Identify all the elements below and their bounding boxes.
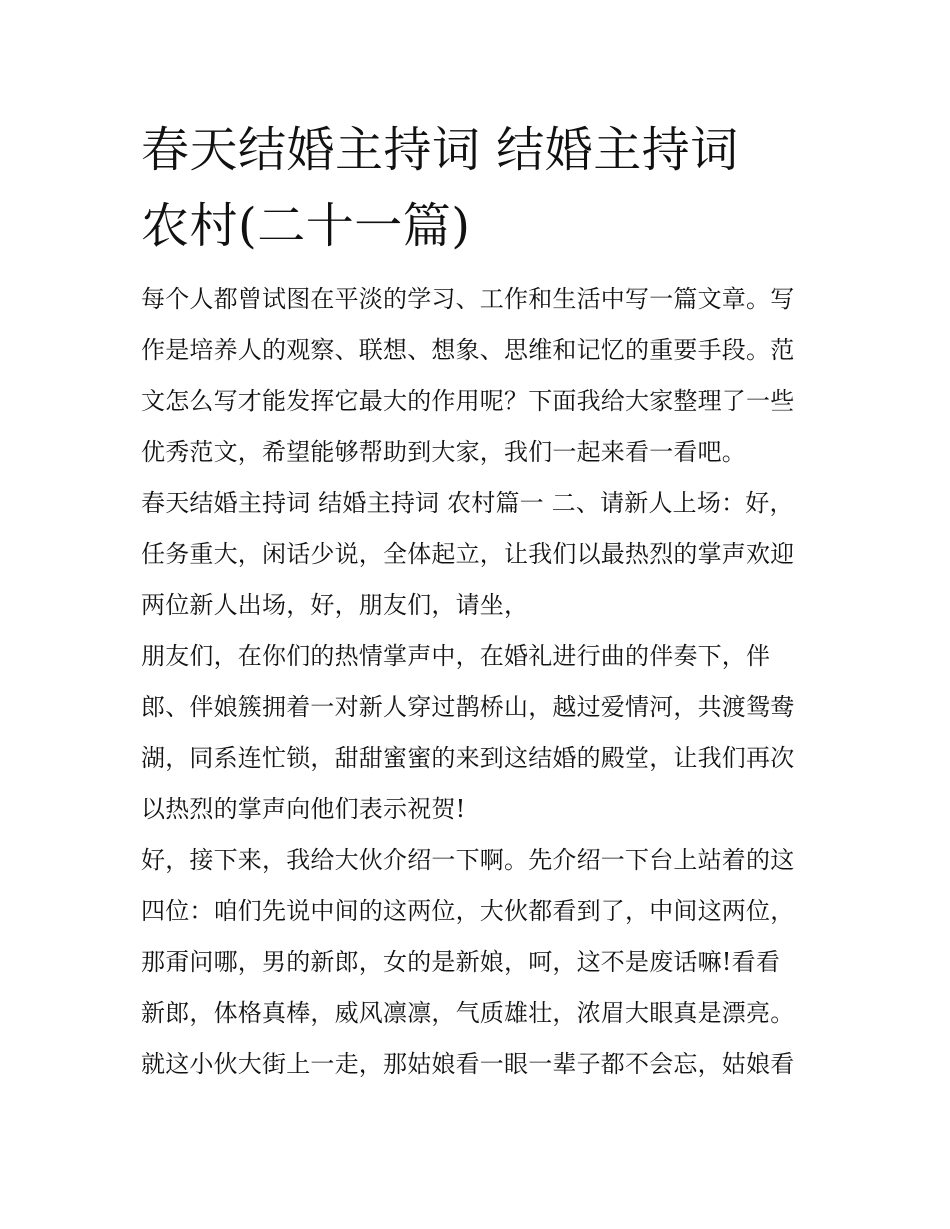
title-line: 农村(二十一篇) (141, 198, 471, 254)
text-line: 任务重大，闲话少说，全体起立，让我们以最热烈的掌声欢迎 (141, 540, 795, 568)
paragraph-introduction (141, 835, 813, 1090)
paragraph-entrance (141, 478, 813, 631)
paragraph-intro (141, 274, 813, 478)
text-line: 朋友们，在你们的热情掌声中，在婚礼进行曲的伴奏下，伴 (141, 642, 771, 670)
text-line: 湖，同系连忙锁，甜甜蜜蜜的来到这结婚的殿堂，让我们再次 (141, 744, 795, 772)
document-title (141, 112, 813, 264)
text-line: 每个人都曾试图在平淡的学习、工作和生活中写一篇文章。写 (141, 285, 795, 313)
paragraph-procession (141, 631, 813, 835)
text-line: 春天结婚主持词 结婚主持词 农村篇一 二、请新人上场：好， (141, 489, 794, 517)
title-line: 春天结婚主持词 结婚主持词 (141, 122, 739, 178)
text-line: 文怎么写才能发挥它最大的作用呢？下面我给大家整理了一些 (141, 387, 795, 415)
text-line: 优秀范文，希望能够帮助到大家，我们一起来看一看吧。 (141, 438, 746, 466)
text-line: 就这小伙大街上一走，那姑娘看一眼一辈子都不会忘，姑娘看 (141, 1050, 795, 1078)
document-page (141, 112, 813, 1090)
text-line: 新郎，体格真棒，威风凛凛，气质雄壮，浓眉大眼真是漂亮。 (141, 999, 795, 1027)
text-line: 作是培养人的观察、联想、想象、思维和记忆的重要手段。范 (141, 336, 795, 364)
text-line: 郎、伴娘簇拥着一对新人穿过鹊桥山，越过爱情河，共渡鸳鸯 (141, 693, 795, 721)
text-line: 好，接下来，我给大伙介绍一下啊。先介绍一下台上站着的这 (141, 846, 795, 874)
text-line: 那甭问哪，男的新郎，女的是新娘，呵，这不是废话嘛!看看 (141, 948, 781, 976)
text-line: 四位：咱们先说中间的这两位，大伙都看到了，中间这两位， (141, 897, 795, 925)
text-line: 两位新人出场，好，朋友们，请坐， (141, 591, 529, 619)
text-line: 以热烈的掌声向他们表示祝贺! (141, 795, 466, 823)
